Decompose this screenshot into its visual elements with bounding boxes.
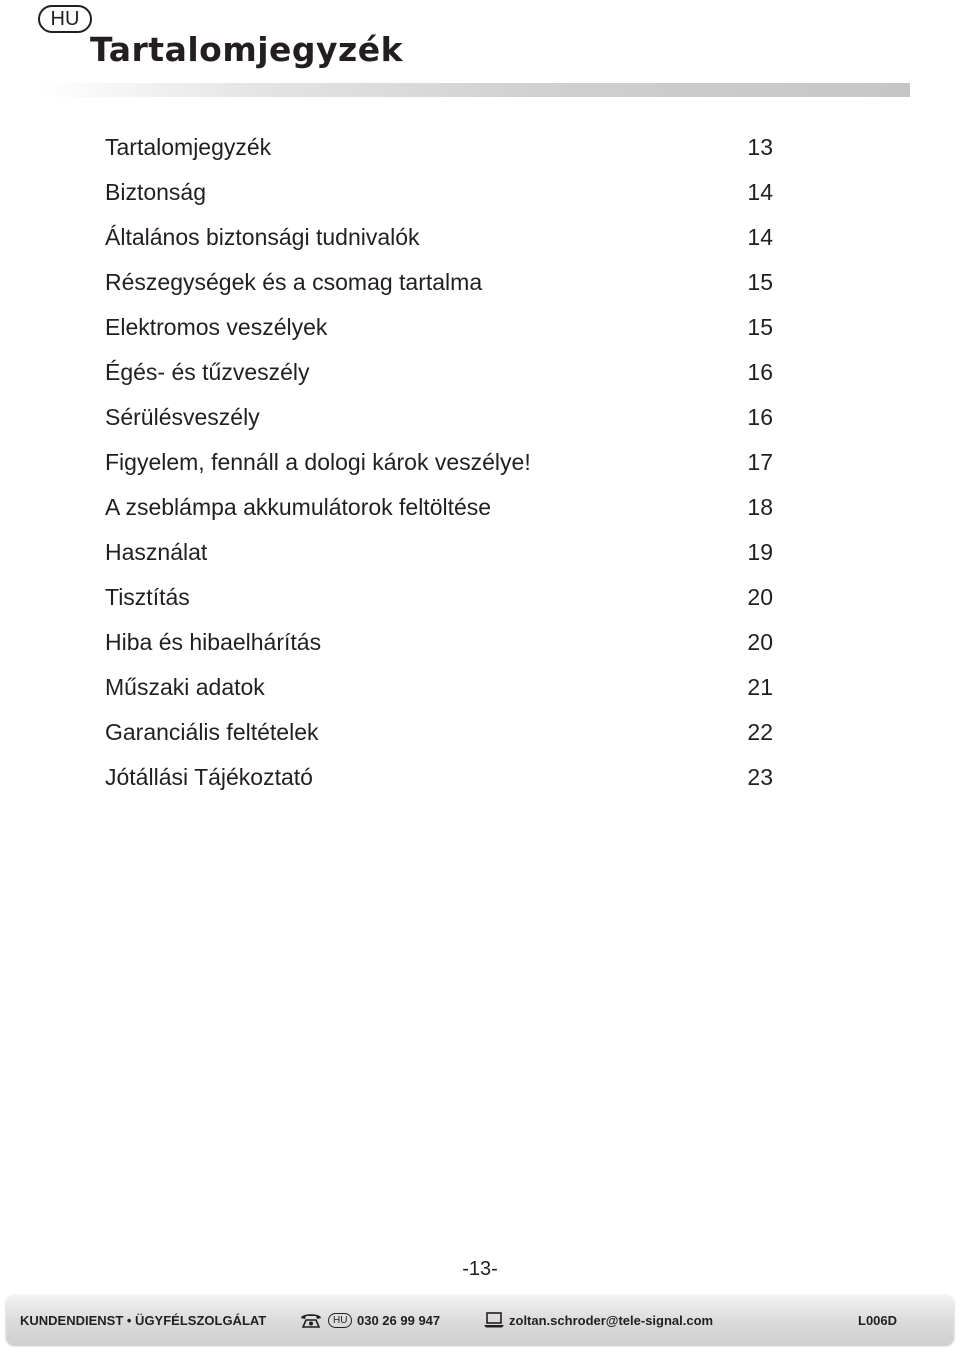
toc-entry-title: Jótállási Tájékoztató: [105, 764, 313, 790]
toc-entry-title: Részegységek és a csomag tartalma: [105, 269, 483, 295]
toc-entry-title: Tartalomjegyzék: [105, 134, 272, 160]
product-code: L006D: [858, 1312, 898, 1328]
toc-entry-title: Hiba és hibaelhárítás: [105, 629, 322, 655]
toc-entry[interactable]: [105, 260, 773, 305]
phone-icon: [300, 1295, 322, 1345]
toc-entry-title: Elektromos veszélyek: [105, 314, 328, 340]
toc-entry-title: Garanciális feltételek: [105, 719, 319, 745]
toc-entry-title: Általános biztonsági tudnivalók: [105, 224, 420, 250]
toc-entry-title: Műszaki adatok: [105, 674, 265, 700]
toc-entry-title: Figyelem, fennáll a dologi károk veszélye!: [105, 449, 531, 475]
customer-service-label: KUNDENDIENST • ÜGYFÉLSZOLGÁLAT: [20, 1312, 267, 1328]
toc-entry[interactable]: [105, 665, 773, 710]
toc-entry-title: Biztonság: [105, 179, 207, 205]
toc-entry-page: 20: [747, 584, 773, 610]
page-title: Tartalomjegyzék: [90, 30, 404, 69]
toc-entry-page: 18: [747, 494, 773, 520]
toc-entry-title: A zseblámpa akkumulátorok feltöltése: [105, 494, 492, 520]
toc-entry[interactable]: [105, 755, 773, 800]
toc-entry[interactable]: [105, 305, 773, 350]
toc-entry[interactable]: [105, 350, 773, 395]
toc-entry[interactable]: [105, 485, 773, 530]
toc-entry[interactable]: [105, 530, 773, 575]
laptop-icon: [484, 1295, 504, 1345]
toc-entry[interactable]: [105, 395, 773, 440]
toc-entry-page: 15: [747, 269, 773, 295]
toc-entry-page: 16: [747, 359, 773, 385]
toc-entry-page: 16: [747, 404, 773, 430]
toc-entry[interactable]: [105, 170, 773, 215]
language-badge: HU: [38, 5, 92, 33]
toc-entry-title: Használat: [105, 539, 208, 565]
toc-entry-page: 23: [747, 764, 773, 790]
toc-entry-page: 15: [747, 314, 773, 340]
country-code: HU: [328, 1313, 352, 1328]
toc-entry-page: 13: [747, 134, 773, 160]
toc-entry[interactable]: [105, 215, 773, 260]
toc-entry-page: 17: [747, 449, 773, 475]
toc-entry[interactable]: [105, 620, 773, 665]
toc-entry[interactable]: [105, 710, 773, 755]
toc-entry[interactable]: [105, 575, 773, 620]
toc-entry[interactable]: [105, 440, 773, 485]
toc-entry-page: 21: [747, 674, 773, 700]
toc-entry-page: 19: [747, 539, 773, 565]
table-of-contents: [105, 125, 773, 800]
phone-number[interactable]: 030 26 99 947: [357, 1312, 441, 1328]
footer-bar: [6, 1295, 954, 1345]
toc-entry-title: Sérülésveszély: [105, 404, 260, 430]
title-rule: [40, 83, 910, 97]
toc-entry-title: Tisztítás: [105, 584, 190, 610]
toc-entry-page: 20: [747, 629, 773, 655]
toc-entry-title: Égés- és tűzveszély: [105, 359, 310, 385]
toc-entry-page: 22: [747, 719, 773, 745]
toc-entry[interactable]: [105, 125, 773, 170]
toc-entry-page: 14: [747, 224, 773, 250]
country-badge: [328, 1295, 352, 1345]
email-link[interactable]: zoltan.schroder@tele-signal.com: [509, 1312, 714, 1328]
toc-entry-page: 14: [747, 179, 773, 205]
page-number: -13-: [462, 1258, 498, 1280]
